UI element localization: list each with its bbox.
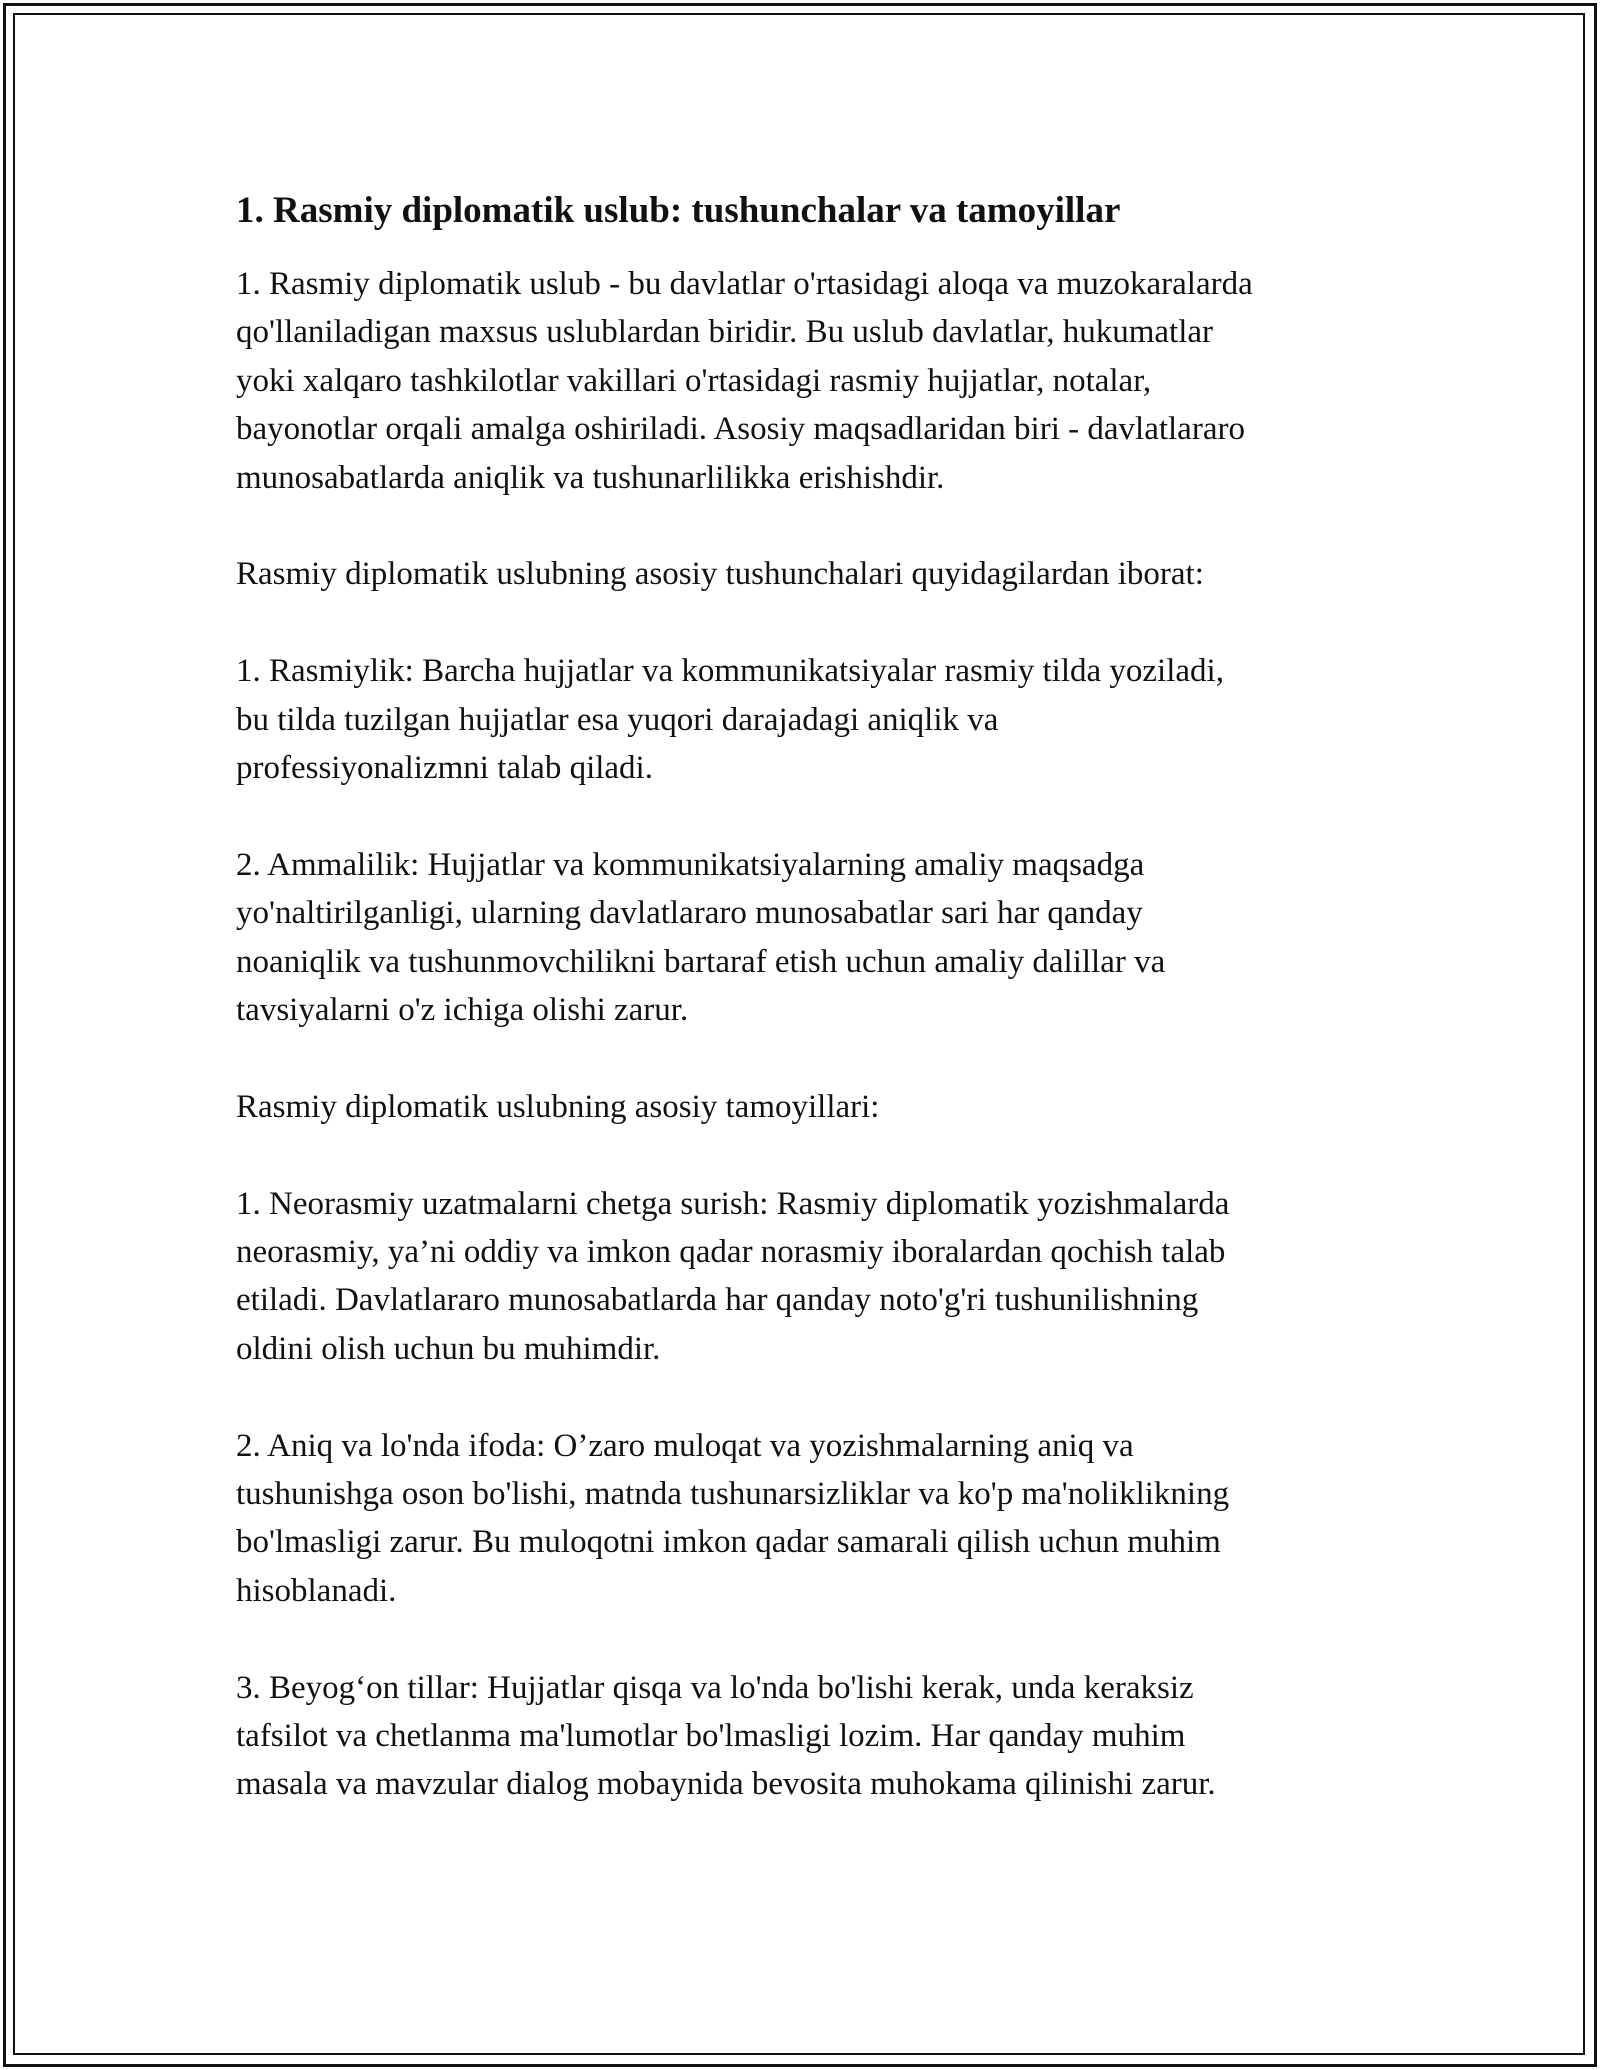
paragraph-line: bu tilda tuzilgan hujjatlar esa yuqori darajadagi aniqlik va	[236, 701, 999, 738]
paragraph-line: 1. Rasmiylik: Barcha hujjatlar va kommunikatsiyalar rasmiy tilda yoziladi,	[236, 653, 1224, 690]
paragraph-aniq-ifoda	[236, 1422, 1376, 1616]
paragraph-gap	[236, 1615, 1376, 1663]
paragraph-ammalilik	[236, 841, 1376, 1035]
paragraph-gap	[236, 502, 1376, 550]
paragraph-gap	[236, 1034, 1376, 1082]
paragraph-line: 1. Rasmiy diplomatik uslub - bu davlatlar o'rtasidagi aloqa va muzokaralarda	[236, 266, 1253, 302]
paragraph-line: etiladi. Davlatlararo munosabatlarda har qanday noto'g'ri tushunilishning	[236, 1282, 1199, 1319]
paragraph-line: munosabatlarda aniqlik va tushunarlilikka erishishdir.	[236, 459, 945, 496]
paragraph-line: noaniqlik va tushunmovchilikni bartaraf etish uchun amaliy dalillar va	[236, 943, 1166, 980]
paragraph-gap	[236, 599, 1376, 647]
paragraph-line: oldini olish uchun bu muhimdir.	[236, 1330, 661, 1367]
paragraph-line: masala va mavzular dialog mobaynida bevosita muhokama qilinishi zarur.	[236, 1766, 1216, 1803]
paragraph-line: 3. Beyog‘on tillar: Hujjatlar qisqa va lo'nda bo'lishi kerak, unda keraksiz	[236, 1669, 1194, 1706]
paragraph-line: tushunishga oson bo'lishi, matnda tushunarsizliklar va ko'p ma'noliklikning	[236, 1476, 1230, 1513]
paragraph-line: hisoblanadi.	[236, 1572, 397, 1609]
paragraph-line: neorasmiy, ya’ni oddiy va imkon qadar norasmiy iboralardan qochish talab	[236, 1234, 1226, 1271]
paragraph-line: tavsiyalarni o'z ichiga olishi zarur.	[236, 992, 689, 1029]
paragraph-intro	[236, 260, 1376, 502]
paragraph-principles-heading	[236, 1083, 1376, 1131]
paragraph-line: 1. Neorasmiy uzatmalarni chetga surish: Rasmiy diplomatik yozishmalarda	[236, 1185, 1230, 1222]
paragraph-line: Rasmiy diplomatik uslubning asosiy tamoyillari:	[236, 1088, 880, 1125]
paragraph-concepts-heading	[236, 550, 1376, 598]
paragraph-line: tafsilot va chetlanma ma'lumotlar bo'lmasligi lozim. Har qanday muhim	[236, 1718, 1186, 1755]
paragraph-gap	[236, 792, 1376, 840]
paragraph-gap	[236, 1373, 1376, 1421]
paragraph-line: bo'lmasligi zarur. Bu muloqotni imkon qadar samarali qilish uchun muhim	[236, 1524, 1221, 1561]
paragraph-beyogon-tillar	[236, 1664, 1376, 1809]
paragraph-neorasmiy	[236, 1180, 1376, 1374]
paragraph-line: qo'llaniladigan maxsus uslublardan biridir. Bu uslub davlatlar, hukumatlar	[236, 314, 1214, 351]
paragraph-line: yoki xalqaro tashkilotlar vakillari o'rtasidagi rasmiy hujjatlar, notalar,	[236, 362, 1152, 399]
document-title: 1. Rasmiy diplomatik uslub: tushunchalar va tamoyillar	[236, 190, 1121, 231]
paragraph-line: 2. Ammalilik: Hujjatlar va kommunikatsiyalarning amaliy maqsadga	[236, 846, 1145, 883]
paragraph-line: yo'naltirilganligi, ularning davlatlararo munosabatlar sari har qanday	[236, 895, 1143, 932]
paragraph-line: bayonotlar orqali amalga oshiriladi. Asosiy maqsadlaridan biri - davlatlararo	[236, 411, 1245, 448]
paragraph-line: 2. Aniq va lo'nda ifoda: O’zaro muloqat va yozishmalarning aniq va	[236, 1427, 1134, 1464]
paragraph-rasmiylik	[236, 647, 1376, 792]
document-body	[236, 186, 1376, 1809]
paragraph-gap	[236, 1131, 1376, 1179]
paragraph-line: professiyonalizmni talab qiladi.	[236, 750, 653, 787]
paragraph-line: Rasmiy diplomatik uslubning asosiy tushunchalari quyidagilardan iborat:	[236, 556, 1204, 593]
